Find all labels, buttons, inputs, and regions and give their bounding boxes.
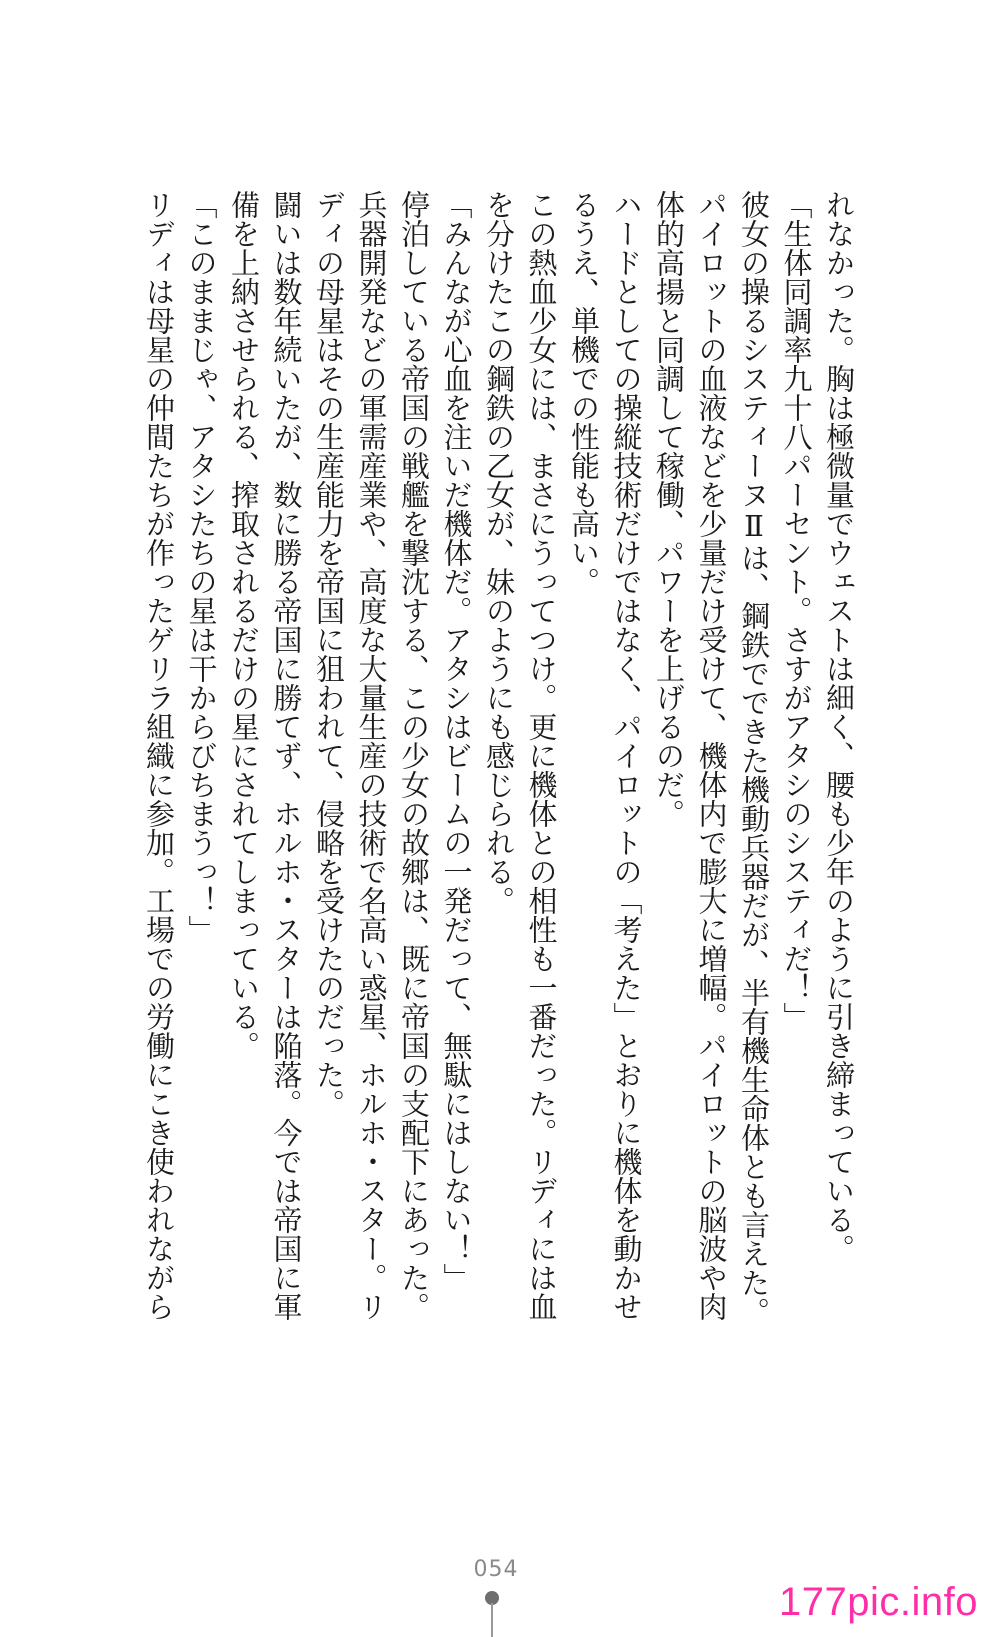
text-line: 「生体同調率九十八パーセント。さすがアタシのシスティだ！」 bbox=[779, 190, 814, 1031]
text-line: ディの母星はその生産能力を帝国に狙われて、侵略を受けたのだった。 bbox=[312, 190, 346, 1118]
text-line: 停泊している帝国の戦艦を撃沈する、この少女の故郷は、既に帝国の支配下にあった。 bbox=[397, 190, 431, 1321]
text-line: ハードとしての操縦技術だけではなく、パイロットの「考えた」とおりに機体を動かせ bbox=[609, 190, 644, 1321]
body-text bbox=[120, 190, 860, 1340]
page-number: 054 bbox=[473, 1557, 519, 1582]
text-line: 闘いは数年続いたが、数に勝る帝国に勝てず、ホルホ・スターは陥落。今では帝国に軍 bbox=[269, 190, 304, 1321]
text-line: を分けたこの鋼鉄の乙女が、妹のようにも感じられる。 bbox=[482, 190, 516, 915]
text-line: 備を上納させられる、搾取されるだけの星にされてしまっている。 bbox=[227, 190, 261, 1060]
text-line: れなかった。胸は極微量でウェストは細く、腰も少年のように引き締まっている。 bbox=[822, 190, 856, 1263]
text-line: パイロットの血液などを少量だけ受けて、機体内で膨大に増幅。パイロットの脳波や肉 bbox=[694, 190, 729, 1321]
text-line: るうえ、単機での性能も高い。 bbox=[567, 190, 601, 596]
text-line: 「このままじゃ、アタシたちの星は干からびちまうっ！」 bbox=[184, 190, 219, 944]
watermark: 177pic.info bbox=[779, 1580, 978, 1624]
text-line: 彼女の操るシスティーヌⅡは、鋼鉄でできた機動兵器だが、半有機生命体とも言えた。 bbox=[737, 190, 771, 1326]
text-line: リディは母星の仲間たちが作ったゲリラ組織に参加。工場での労働にこき使われながら bbox=[142, 190, 176, 1321]
text-line: 兵器開発などの軍需産業や、高度な大量生産の技術で名高い惑星、ホルホ・スター。リ bbox=[354, 190, 389, 1321]
text-line: 体的高揚と同調して稼働、パワーを上げるのだ。 bbox=[652, 190, 686, 828]
page-marker-icon bbox=[485, 1591, 499, 1637]
text-line: 「みんなが心血を注いだ機体だ。アタシはビームの一発だって、無駄にはしない！」 bbox=[439, 190, 474, 1292]
text-line: この熱血少女には、まさにうってつけ。更に機体との相性も一番だった。リディには血 bbox=[524, 190, 559, 1321]
